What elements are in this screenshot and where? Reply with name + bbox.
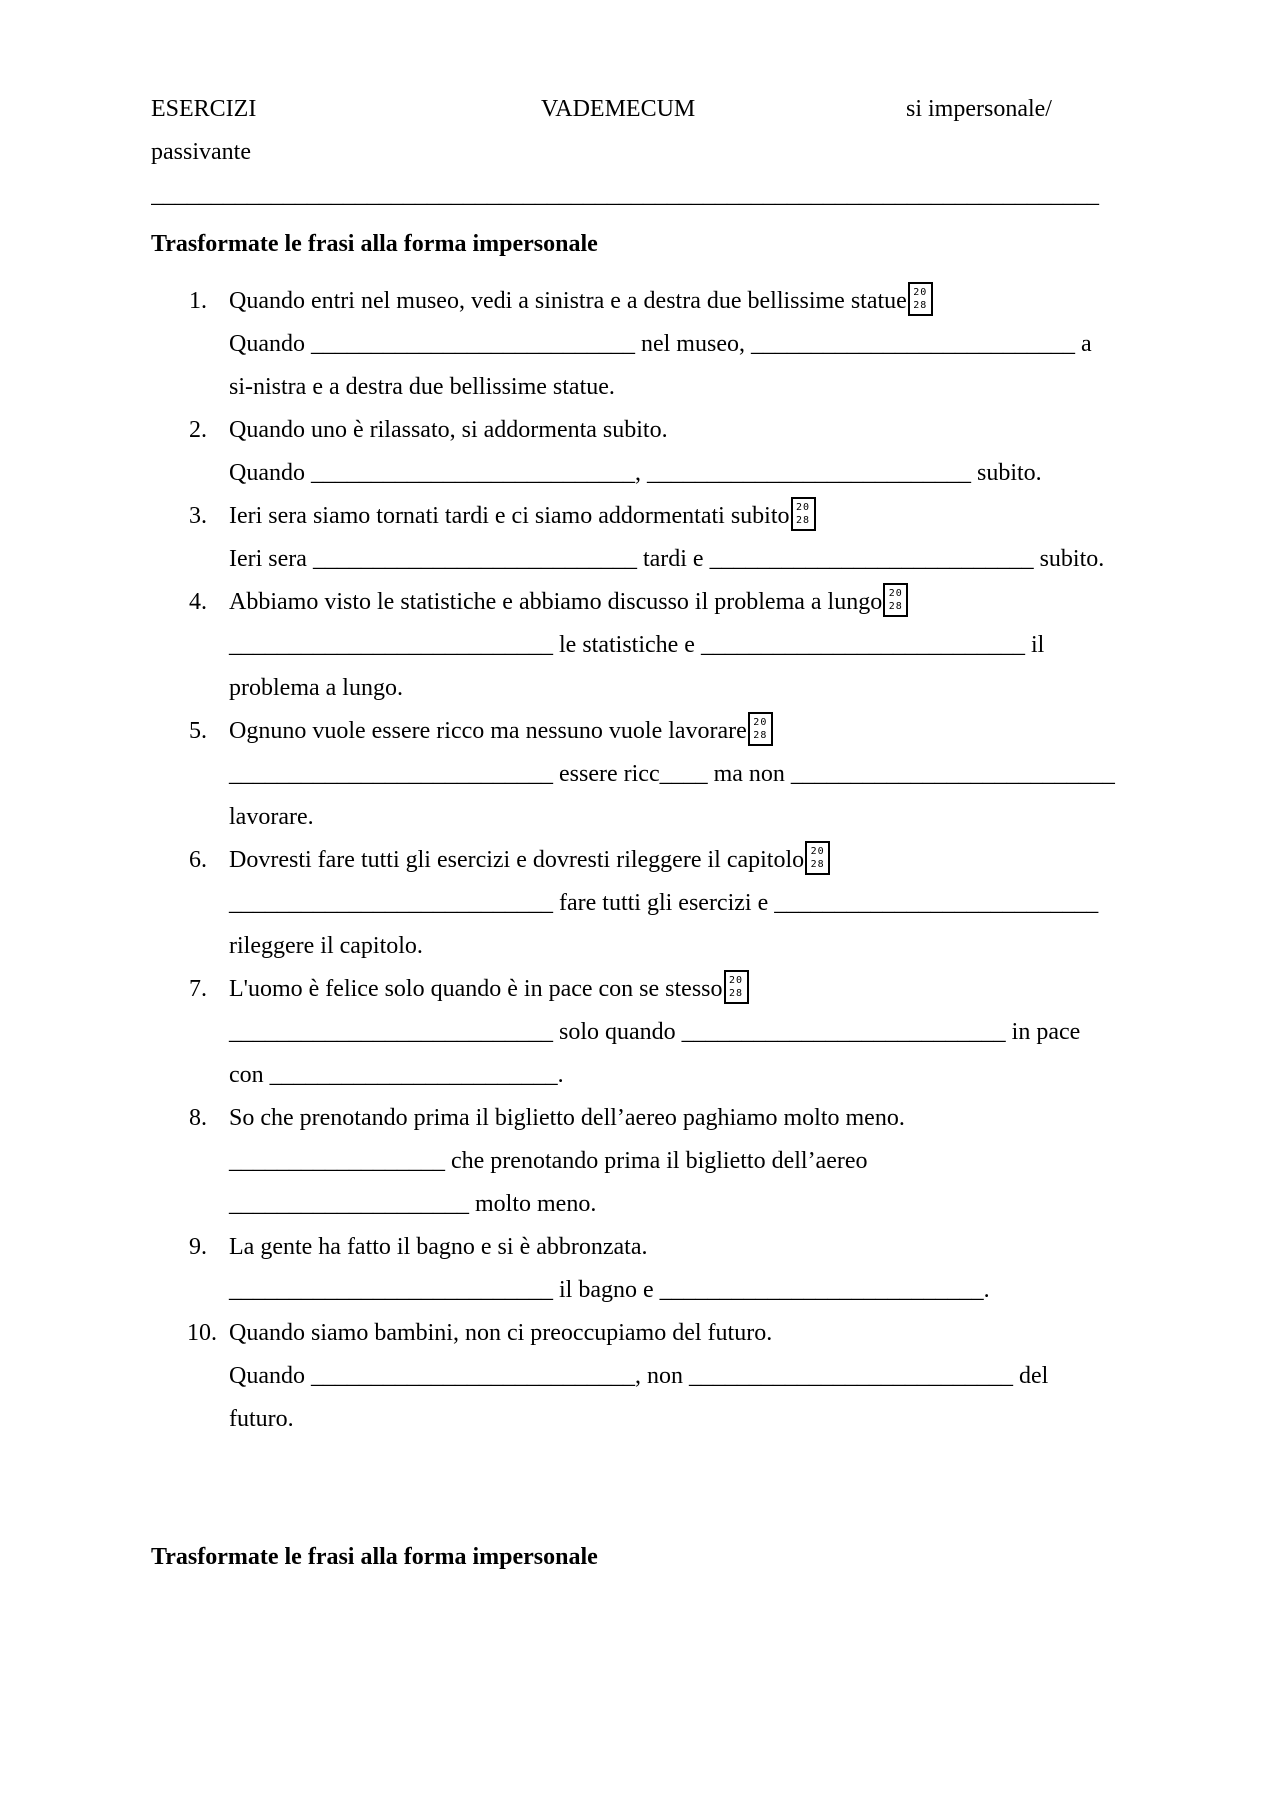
missing-glyph-icon: 20 28: [883, 583, 908, 617]
missing-glyph-icon: 20 28: [791, 497, 816, 531]
answer-line: ____________________ molto meno.: [229, 1191, 597, 1217]
answer-line: Quando ___________________________, non ___________________________ del: [229, 1363, 1049, 1389]
header-rule: _______________________________________________________________________________: [151, 182, 1099, 208]
document-header: [151, 88, 1161, 131]
exercise-number: 2.: [189, 417, 207, 443]
missing-glyph-icon: 20 28: [805, 841, 830, 875]
answer-line: ___________________________ le statistiche e ___________________________ il: [229, 632, 1045, 658]
exercise-sentence: Ieri sera siamo tornati tardi e ci siamo addormentati subito 20 28: [229, 495, 1161, 538]
exercise-number: 1.: [189, 288, 207, 314]
header-left: ESERCIZI: [151, 96, 257, 122]
answer-line: ___________________________ fare tutti gli esercizi e ___________________________: [229, 890, 1099, 916]
missing-glyph-icon: 20 28: [748, 712, 773, 746]
exercise-sentence: So che prenotando prima il biglietto dell’aereo paghiamo molto meno.: [229, 1105, 905, 1131]
exercise-sentence: Ognuno vuole essere ricco ma nessuno vuole lavorare 20 28: [229, 710, 1161, 753]
exercise-item: [151, 839, 1161, 968]
exercise-number: 10.: [187, 1320, 217, 1346]
answer-line: futuro.: [229, 1406, 294, 1432]
missing-glyph-icon: 20 28: [908, 282, 933, 316]
exercise-item: [151, 1097, 1161, 1226]
header-second-line: passivante: [151, 139, 251, 165]
missing-glyph-icon: 20 28: [724, 970, 749, 1004]
exercise-sentence: Quando siamo bambini, non ci preoccupiamo del futuro.: [229, 1320, 773, 1346]
exercise-item: [151, 280, 1161, 409]
exercise-item: [151, 710, 1161, 839]
answer-line: con ________________________.: [229, 1062, 564, 1088]
exercise-number: 9.: [189, 1234, 207, 1260]
exercise-sentence: Quando entri nel museo, vedi a sinistra e a destra due bellissime statue 20 28: [229, 280, 1161, 323]
exercise-number: 7.: [189, 976, 207, 1002]
answer-line: Ieri sera ___________________________ tardi e ___________________________ subito.: [229, 546, 1105, 572]
exercise-number: 8.: [189, 1105, 207, 1131]
exercise-item: [151, 581, 1161, 710]
answer-line: si-nistra e a destra due bellissime statue.: [229, 374, 615, 400]
exercise-item: [151, 495, 1161, 581]
answer-line: ___________________________ essere ricc____ ma non ___________________________: [229, 761, 1115, 787]
exercise-number: 6.: [189, 847, 207, 873]
exercise-list: [151, 280, 1161, 1441]
section-title: Trasformate le frasi alla forma impersonale: [151, 1544, 598, 1570]
header-right: si impersonale/: [906, 96, 1052, 122]
header-center: VADEMECUM: [541, 96, 696, 122]
answer-line: ___________________________ il bagno e ___________________________.: [229, 1277, 990, 1303]
exercise-number: 3.: [189, 503, 207, 529]
answer-line: ___________________________ solo quando ___________________________ in pace: [229, 1019, 1081, 1045]
exercise-item: [151, 968, 1161, 1097]
exercise-item: [151, 409, 1161, 495]
worksheet-page: [151, 88, 1161, 1441]
section-title: Trasformate le frasi alla forma impersonale: [151, 231, 598, 257]
exercise-sentence: Dovresti fare tutti gli esercizi e dovresti rileggere il capitolo 20 28: [229, 839, 1161, 882]
exercise-sentence: La gente ha fatto il bagno e si è abbronzata.: [229, 1234, 648, 1260]
exercise-sentence: L'uomo è felice solo quando è in pace con se stesso 20 28: [229, 968, 1161, 1011]
answer-line: Quando ___________________________ nel museo, ___________________________ a: [229, 331, 1092, 357]
answer-line: problema a lungo.: [229, 675, 403, 701]
exercise-number: 4.: [189, 589, 207, 615]
answer-line: rileggere il capitolo.: [229, 933, 423, 959]
answer-line: lavorare.: [229, 804, 314, 830]
exercise-item: [151, 1312, 1161, 1441]
exercise-number: 5.: [189, 718, 207, 744]
exercise-sentence: Abbiamo visto le statistiche e abbiamo discusso il problema a lungo 20 28: [229, 581, 1161, 624]
exercise-item: [151, 1226, 1161, 1312]
exercise-sentence: Quando uno è rilassato, si addormenta subito.: [229, 417, 668, 443]
answer-line: Quando ___________________________, ___________________________ subito.: [229, 460, 1042, 486]
answer-line: __________________ che prenotando prima il biglietto dell’aereo: [229, 1148, 868, 1174]
